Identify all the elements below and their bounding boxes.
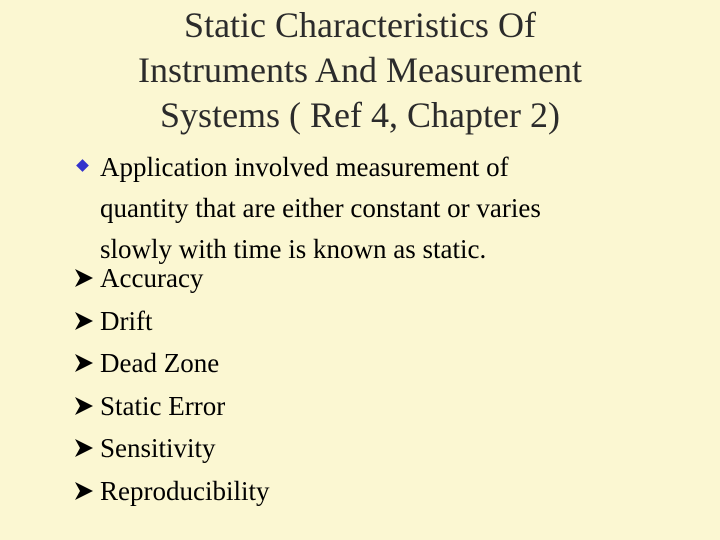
arrow-bullet-icon	[74, 311, 94, 331]
list-item	[74, 257, 674, 300]
arrow-bullet-icon	[74, 396, 94, 416]
bullet-text-line: slowly with time is known as static.	[100, 234, 487, 264]
bullet-text-line: quantity that are either constant or varies	[100, 193, 541, 223]
list-item	[74, 300, 674, 343]
arrow-bullet-list	[74, 257, 674, 512]
list-item	[74, 470, 674, 513]
list-item-label: Accuracy	[100, 263, 204, 293]
arrow-bullet-icon	[74, 438, 94, 458]
slide-title	[60, 3, 660, 138]
title-line: Instruments And Measurement	[138, 50, 582, 90]
list-item	[74, 427, 674, 470]
list-item-label: Dead Zone	[100, 348, 220, 378]
bullet-paragraph	[76, 147, 696, 270]
title-line: Static Characteristics Of	[184, 5, 536, 45]
diamond-bullet-icon	[76, 159, 89, 172]
list-item-label: Reproducibility	[100, 475, 270, 506]
list-item	[74, 342, 674, 385]
list-item	[74, 385, 674, 428]
title-line: Systems ( Ref 4, Chapter 2)	[160, 95, 560, 135]
arrow-bullet-icon	[74, 268, 94, 288]
bullet-row	[76, 147, 696, 270]
arrow-bullet-icon	[74, 353, 94, 373]
bullet-text-line: Application involved measurement of	[100, 152, 509, 182]
list-item-label: Sensitivity	[100, 433, 216, 463]
list-item-label: Drift	[100, 305, 153, 336]
arrow-bullet-icon	[74, 481, 94, 501]
bullet-text	[100, 147, 696, 270]
list-item-label: Static Error	[100, 390, 226, 421]
